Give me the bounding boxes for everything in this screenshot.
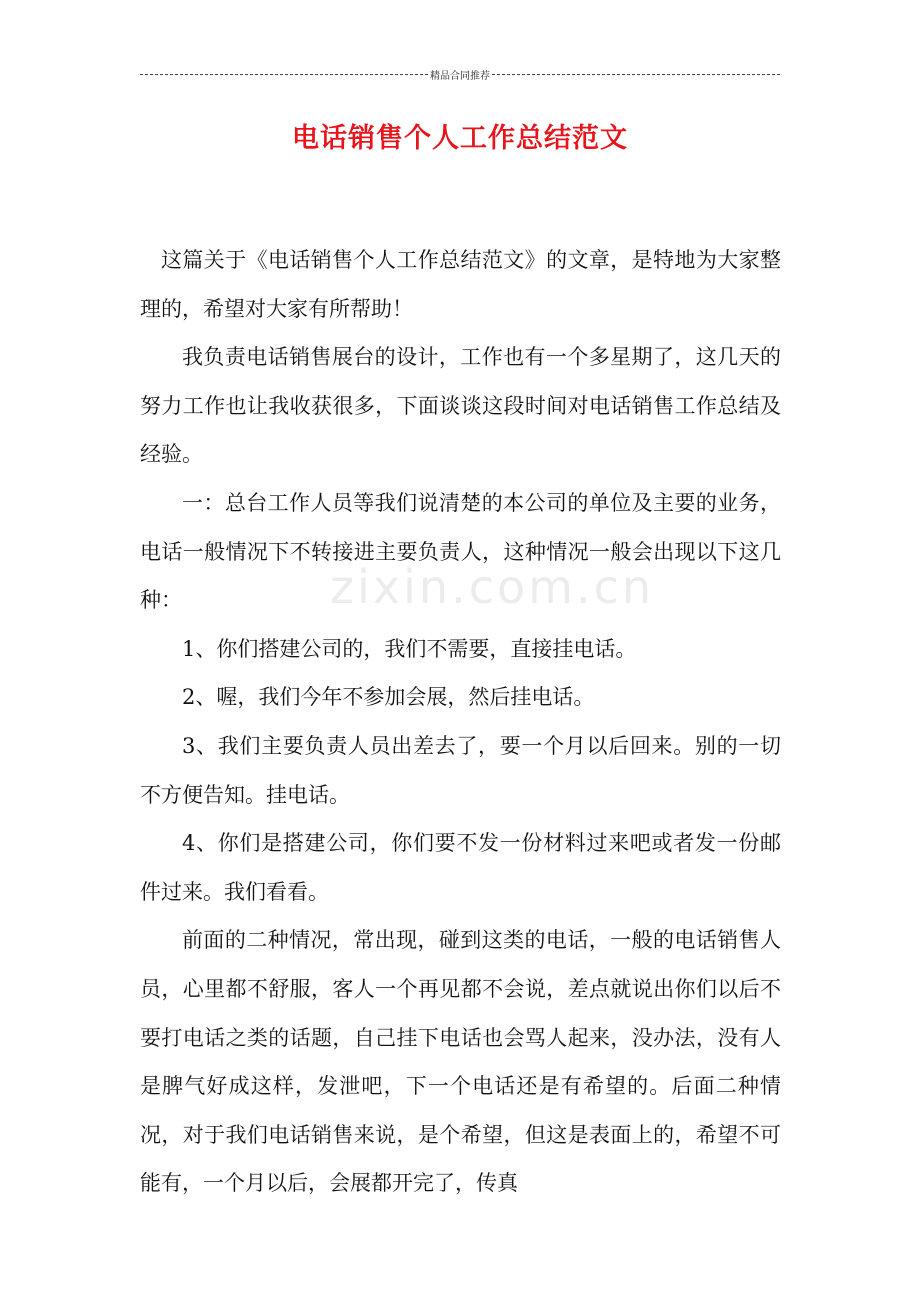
document-title: 电话销售个人工作总结范文 (292, 123, 628, 154)
list-item: 2、喔，我们今年不参加会展，然后挂电话。 (182, 685, 595, 710)
paragraph: 前面的二种情况，常出现，碰到这类的电话，一般的电话销售人员，心里都不舒服，客人一个再见都不会说，差点就说出你们以后不要打电话之类的话题，自己挂下电话也会骂人起来，没办法，没有人是脾气好成这样，发泄吧，下一个电话还是有希望的。后面二种情况，对于我们电话销售来说，是个希望，但这是表面上的，希望不可能有，一个月以后，会展都开完了，传真 (140, 928, 781, 1196)
header-dash-left (140, 74, 428, 75)
paragraph: 我负责电话销售展台的设计，工作也有一个多星期了，这几天的努力工作也让我收获很多，下面谈谈这段时间对电话销售工作总结及经验。 (140, 345, 781, 467)
watermark: zixin.com.cn (330, 560, 655, 614)
page-header-rule (140, 66, 780, 82)
list-item: 3、我们主要负责人员出差去了，要一个月以后回来。别的一切不方便告知。挂电话。 (140, 733, 781, 807)
document-body (140, 236, 781, 1208)
list-item: 1、你们搭建公司的，我们不需要，直接挂电话。 (182, 636, 637, 661)
paragraph: 一：总台工作人员等我们说清楚的本公司的单位及主要的业务，电话一般情况下不转接进主要负责人，这种情况一般会出现以下这几种： (140, 490, 781, 613)
header-tag: 精品合同推荐 (430, 70, 490, 82)
header-dash-right (492, 74, 780, 75)
list-item: 4、你们是搭建公司，你们要不发一份材料过来吧或者发一份邮件过来。我们看看。 (140, 831, 781, 904)
paragraph-intro: 这篇关于《电话销售个人工作总结范文》的文章，是特地为大家整理的，希望对大家有所帮助！ (140, 248, 781, 321)
